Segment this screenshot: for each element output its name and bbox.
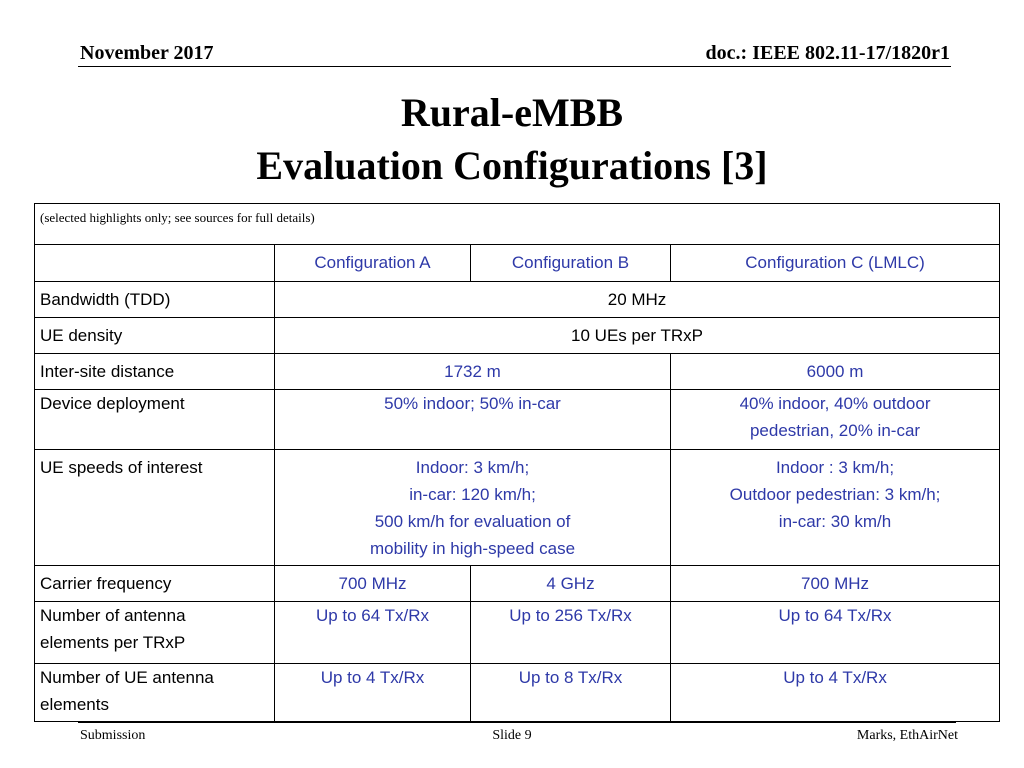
table-row-note: [35, 204, 1000, 245]
cell-speeds-ab: [275, 450, 671, 566]
table-note: (selected highlights only; see sources for full details): [35, 204, 1000, 245]
row-label-ue-antenna-line2: elements: [40, 695, 109, 714]
column-header-config-b: Configuration B: [471, 245, 671, 282]
cell-ue-antenna-b: Up to 8 Tx/Rx: [471, 664, 671, 722]
table-row-speeds: [35, 450, 1000, 566]
table-row-ue-density: [35, 318, 1000, 354]
table-row-bandwidth: [35, 282, 1000, 318]
cell-deployment-c: [671, 390, 1000, 450]
cell-deployment-ab: 50% indoor; 50% in-car: [275, 390, 671, 450]
cell-isd-ab: 1732 m: [275, 354, 671, 390]
row-label-ue-density: UE density: [35, 318, 275, 354]
cell-carrier-b: 4 GHz: [471, 566, 671, 602]
row-label-isd: Inter-site distance: [35, 354, 275, 390]
cell-bs-antenna-c: Up to 64 Tx/Rx: [671, 602, 1000, 664]
row-label-carrier: Carrier frequency: [35, 566, 275, 602]
table-row-deployment: [35, 390, 1000, 450]
cell-bandwidth-value: 20 MHz: [275, 282, 1000, 318]
row-label-bandwidth: Bandwidth (TDD): [35, 282, 275, 318]
row-label-bs-antenna-line2: elements per TRxP: [40, 633, 186, 652]
cell-deployment-c-line1: 40% indoor, 40% outdoor: [739, 394, 931, 413]
row-label-deployment: Device deployment: [35, 390, 275, 450]
header-rule: [78, 66, 951, 67]
table-row-bs-antenna: [35, 602, 1000, 664]
cell-bs-antenna-b: Up to 256 Tx/Rx: [471, 602, 671, 664]
table-row-carrier: [35, 566, 1000, 602]
header-empty-cell: [35, 245, 275, 282]
footer-rule: [78, 722, 956, 723]
cell-isd-c: 6000 m: [671, 354, 1000, 390]
cell-carrier-c: 700 MHz: [671, 566, 1000, 602]
cell-carrier-a: 700 MHz: [275, 566, 471, 602]
cell-speeds-ab-line3: 500 km/h for evaluation of: [374, 512, 571, 531]
cell-speeds-c-line3: in-car: 30 km/h: [778, 512, 892, 531]
cell-speeds-ab-line2: in-car: 120 km/h;: [409, 485, 536, 504]
table-row-header: [35, 245, 1000, 282]
configurations-table: [34, 203, 1000, 722]
column-header-config-a: Configuration A: [275, 245, 471, 282]
cell-speeds-c-line1: Indoor : 3 km/h;: [775, 458, 895, 477]
column-header-config-c: Configuration C (LMLC): [671, 245, 1000, 282]
cell-speeds-ab-line4: mobility in high-speed case: [369, 539, 576, 558]
footer-author: Marks, EthAirNet: [856, 728, 958, 743]
cell-ue-antenna-a: Up to 4 Tx/Rx: [275, 664, 471, 722]
row-label-bs-antenna: [35, 602, 275, 664]
cell-speeds-c-line2: Outdoor pedestrian: 3 km/h;: [729, 485, 941, 504]
cell-bs-antenna-a: Up to 64 Tx/Rx: [275, 602, 471, 664]
cell-ue-antenna-c: Up to 4 Tx/Rx: [671, 664, 1000, 722]
table-row-isd: [35, 354, 1000, 390]
row-label-bs-antenna-line1: Number of antenna: [40, 606, 186, 625]
cell-speeds-c: [671, 450, 1000, 566]
slide-title-line2: Evaluation Configurations [3]: [256, 143, 768, 188]
row-label-speeds: UE speeds of interest: [35, 450, 275, 566]
header-doc-id: doc.: IEEE 802.11-17/1820r1: [705, 42, 950, 64]
cell-deployment-c-line2: pedestrian, 20% in-car: [749, 421, 921, 440]
table-row-ue-antenna: [35, 664, 1000, 722]
slide-title-line1: Rural-eMBB: [400, 90, 624, 135]
row-label-ue-antenna-line1: Number of UE antenna: [40, 668, 214, 687]
header-date: November 2017: [80, 42, 214, 64]
footer-slide-number: Slide 9: [492, 728, 532, 743]
row-label-ue-antenna: [35, 664, 275, 722]
cell-speeds-ab-line1: Indoor: 3 km/h;: [415, 458, 530, 477]
footer-submission: Submission: [80, 728, 146, 743]
cell-ue-density-value: 10 UEs per TRxP: [275, 318, 1000, 354]
